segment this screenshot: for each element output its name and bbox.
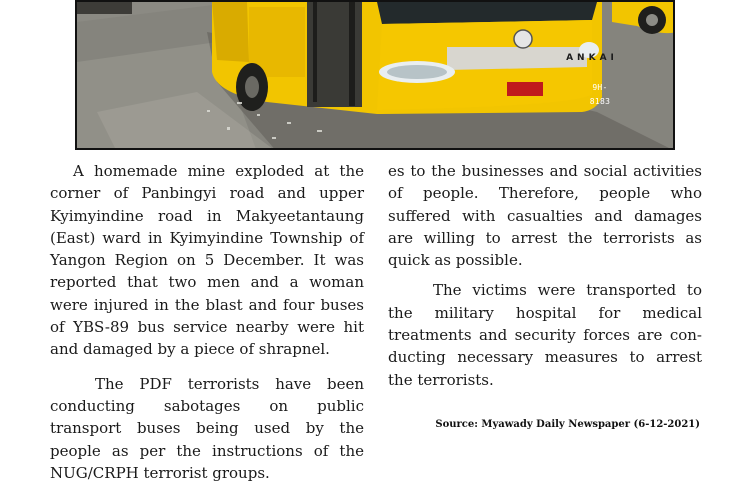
bus-scene-graphic <box>77 2 675 150</box>
article-paragraph-1: A homemade mine exploded at the corner of Panbingyi road and upper Kyimyindine road in Makyeetantaung (East) ward in Kyimyindine Township of Yangon Region on 5 December. It was reported that two men and a woman were injured in the blast and four buses of YBS-89 bus service nearby were hit and damaged by a piece of shrapnel. <box>50 162 364 359</box>
bus-brand-text: ANKAI <box>566 53 618 63</box>
article-paragraph-3: es to the businesses and social activities of people. Therefore, people who suffered with casualties and damages are willing to arrest the terrorists as quick as possible. <box>388 162 702 270</box>
article-paragraph-2: The PDF terrorists have been conducting sabotages on public transport buses being used by the people as per the instructions of the NUG/CRPH terrorist groups. <box>50 374 364 482</box>
article-left-column <box>50 160 364 484</box>
bus-plate-text: 9H-8183 <box>589 83 611 106</box>
article-right-column <box>388 160 702 391</box>
news-photo <box>75 0 675 150</box>
article-paragraph-4: The victims were transported to the military hospital for medical treatments and security forces are con-ducting necessary measures to arrest the terrorists. <box>388 281 702 389</box>
source-credit: Source: Myawady Daily Newspaper (6-12-2021) <box>435 419 700 430</box>
